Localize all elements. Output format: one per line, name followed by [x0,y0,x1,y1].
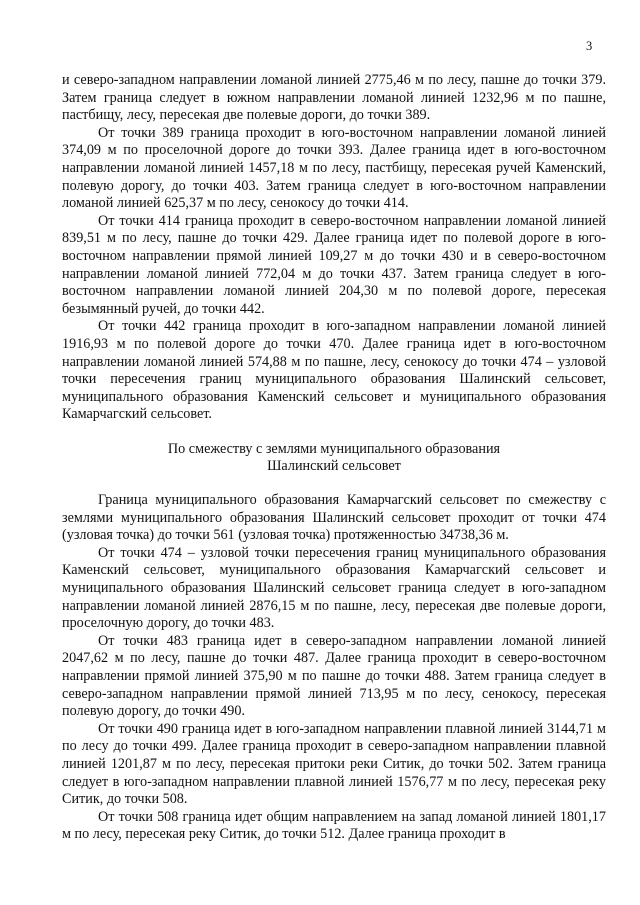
paragraph: От точки 414 граница проходит в северо-восточном направлении ломаной линией 839,51 м по лесу, пашне до точки 429. Далее граница идет по полевой дороге в юго-восточном направлении прямой линией 109,27 м до точки 430 и в северо-восточном направлении ломаной линией 772,04 м до точки 437. Затем граница следует в юго-восточном направлении ломаной линией 204,30 м по полевой дороге, пересекая безымянный ручей, до точки 442. [62,212,606,317]
paragraph: От точки 508 граница идет общим направлением на запад ломаной линией 1801,17 м по лесу, пересекая реку Ситик, до точки 512. Далее граница проходит в [62,808,606,843]
page-number: 3 [586,39,593,53]
section-heading [62,441,606,476]
paragraph: От точки 389 граница проходит в юго-восточном направлении ломаной линией 374,09 м по проселочной дороге до точки 393. Далее граница идет в юго-восточном направлении ломаной линией 1457,18 м по лесу, пастбищу, пересекая ручей Каменский, полевую дорогу, до точки 403. Затем граница следует в юго-восточном направлении ломаной линией 625,37 м по лесу, сенокосу до точки 414. [62,124,606,212]
paragraph: От точки 483 граница идет в северо-западном направлении ломаной линией 2047,62 м по лесу, пашне до точки 487. Далее граница проходит в северо-восточном направлении прямой линией 375,90 м по пашне до точки 488. Затем граница следует в северо-западном направлении прямой линией 713,95 м по лесу, сенокосу, пересекая полевую дорогу, до точки 490. [62,632,606,720]
paragraph: и северо-западном направлении ломаной линией 2775,46 м по лесу, пашне до точки 379. Затем граница следует в южном направлении ломаной линией 1232,96 м по пашне, пастбищу, лесу, пересекая две полевые дороги, до точки 389. [62,72,606,124]
section-heading-line: По смежеству с землями муниципального образования [167,440,501,457]
paragraph: От точки 490 граница идет в юго-западном направлении плавной линией 3144,71 м по лесу до точки 499. Далее граница проходит в северо-западном направлении плавной линией 1201,87 м по лесу, пересекая притоки реки Ситик, до точки 502. Затем граница следует в юго-западном направлении плавной линией 1576,77 м по лесу, пересекая реку Ситик, до точки 508. [62,720,606,808]
paragraph: Граница муниципального образования Камарчагский сельсовет по смежеству с землями муниципального образования Шалинский сельсовет проходит от точки 474 (узловая точка) до точки 561 (узловая точка) протяженностью 34738,36 м. [62,492,606,544]
document-body [62,72,606,844]
paragraph: От точки 442 граница проходит в юго-западном направлении ломаной линией 1916,93 м по полевой дороге до точки 470. Далее граница идет в юго-восточном направлении ломаной линией 574,88 м по пашне, лесу, сенокосу до точки 474 – узловой точки пересечения границ муниципального образования Шалинский сельсовет, муниципального образования Каменский сельсовет и муниципального образования Камарчагский сельсовет. [62,318,606,423]
section-heading-line: Шалинский сельсовет [267,458,401,475]
paragraph: От точки 474 – узловой точки пересечения границ муниципального образования Каменский сельсовет, муниципального образования Камарчагский сельсовет и муниципального образования Шалинский сельсовет граница следует в юго-западном направлении ломаной линией 2876,15 м по пашне, лесу, пересекая две полевые дороги, проселочную дорогу, до точки 483. [62,544,606,632]
